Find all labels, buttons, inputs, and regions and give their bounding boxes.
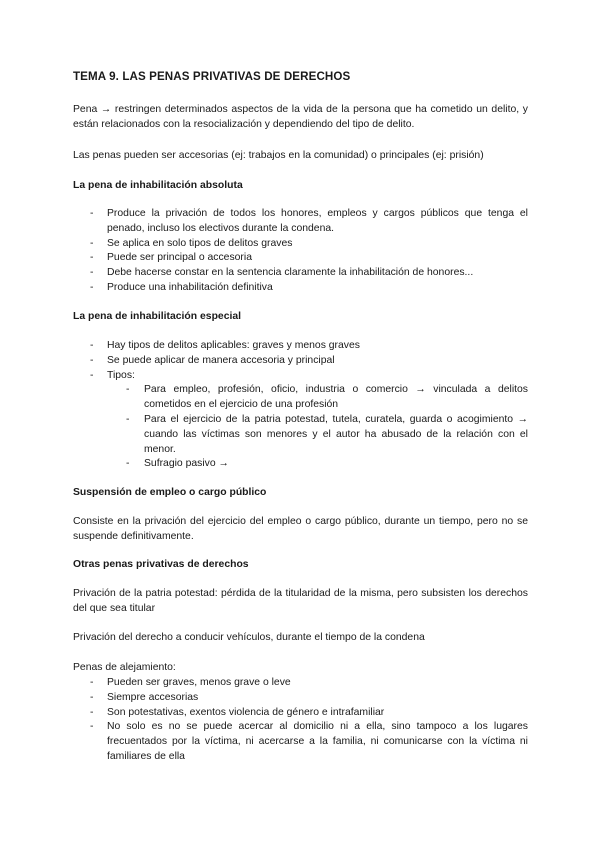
- list-absoluta: [73, 207, 528, 296]
- list-item: - Debe hacerse constar en la sentencia claramente la inhabilitación de honores...: [73, 266, 528, 281]
- sublist-item: - Sufragio pasivo →: [73, 457, 528, 472]
- list-item: - Son potestativas, exentos violencia de género e intrafamiliar: [73, 706, 528, 721]
- section-heading-especial: La pena de inhabilitación especial: [73, 311, 242, 322]
- list-item: [73, 369, 528, 473]
- section-heading-otras: Otras penas privativas de derechos: [73, 559, 249, 570]
- list-item: - Siempre accesorias: [73, 691, 528, 706]
- list-item: - Produce una inhabilitación definitiva: [73, 281, 528, 296]
- section-heading-suspension: Suspensión de empleo o cargo público: [73, 487, 267, 498]
- list-item: - Produce la privación de todos los honores, empleos y cargos públicos que tenga el penado, incluso los electivos durante la condena.: [73, 207, 528, 237]
- list-alejamiento: [73, 676, 528, 765]
- suspension-paragraph: Consiste en la privación del ejercicio del empleo o cargo público, durante un tiempo, pero no se suspende definitivamente.: [73, 516, 528, 542]
- list-item: - No solo es no se puede acercar al domicilio ni a ella, sino tampoco a los lugares frecuentados por la víctima, ni acercarse a la familia, ni comunicarse con la víctima ni familiares de ella: [73, 720, 528, 764]
- list-item: - Se puede aplicar de manera accesoria y principal: [73, 354, 528, 369]
- list-item: - Se aplica en solo tipos de delitos graves: [73, 237, 528, 252]
- sublist-item: - Para el ejercicio de la patria potestad, tutela, curatela, guarda o acogimiento → cuando las víctimas son menores y el autor ha abusado de la relación con el menor.: [73, 413, 528, 457]
- list-especial: [73, 339, 528, 472]
- alejamiento-label: Penas de alejamiento:: [73, 662, 176, 673]
- conducir-paragraph: Privación del derecho a conducir vehículos, durante el tiempo de la condena: [73, 632, 425, 643]
- sublist-item: - Para empleo, profesión, oficio, industria o comercio → vinculada a delitos cometidos en el ejercicio de una profesión: [73, 383, 528, 413]
- list-item: - Pueden ser graves, menos grave o leve: [73, 676, 528, 691]
- sublist-tipos: [107, 383, 528, 472]
- page-title: TEMA 9. LAS PENAS PRIVATIVAS DE DERECHOS: [73, 70, 351, 83]
- list-item: - Puede ser principal o accesoria: [73, 251, 528, 266]
- accesorias-paragraph: Las penas pueden ser accesorias (ej: trabajos en la comunidad) o principales (ej: prisión): [73, 150, 484, 161]
- patria-potestad-paragraph: Privación de la patria potestad: pérdida de la titularidad de la misma, pero subsisten los derechos del que sea titular: [73, 588, 528, 614]
- section-heading-absoluta: La pena de inhabilitación absoluta: [73, 180, 243, 191]
- intro-paragraph: Pena → restringen determinados aspectos de la vida de la persona que ha cometido un delito, y están relacionados con la resocialización y dependiendo del tipo de delito.: [73, 104, 528, 130]
- list-item: - Hay tipos de delitos aplicables: graves y menos graves: [73, 339, 528, 354]
- list-item-label: Tipos:: [107, 369, 135, 381]
